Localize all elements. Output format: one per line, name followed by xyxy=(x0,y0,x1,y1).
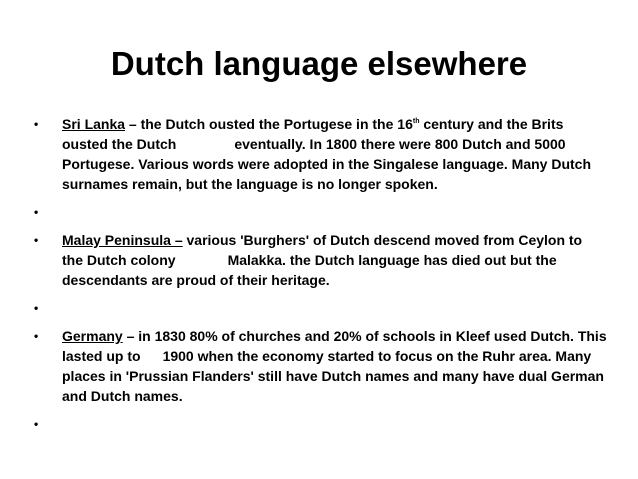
text-segment: ousted the Dutch xyxy=(62,136,177,152)
text-segment: century and the Brits xyxy=(419,116,564,132)
text-segment: – in 1830 80% of churches and 20% of schools in Kleef used Dutch. This xyxy=(122,328,607,344)
text-segment: descendants are proud of their heritage. xyxy=(62,272,330,288)
text-segment: places in 'Prussian Flanders' still have Dutch names and many have dual German xyxy=(62,368,604,384)
bullet-icon: • xyxy=(34,329,39,343)
text-segment: 1900 when the economy started to focus on the Ruhr area. Many xyxy=(162,348,592,364)
bullet-item-germany xyxy=(34,326,614,406)
text-segment: eventually. In 1800 there were 800 Dutch and 5000 xyxy=(234,136,566,152)
bullet-item-malay-peninsula xyxy=(34,230,614,290)
superscript: th xyxy=(412,118,420,125)
text-segment: Portugese. Various words were adopted in the Singalese language. Many Dutch xyxy=(62,156,592,172)
text-segment: lasted up to xyxy=(62,348,141,364)
bullet-text xyxy=(62,114,614,194)
bullet-item-empty xyxy=(34,414,614,434)
bullet-icon: • xyxy=(34,301,39,315)
bullet-text xyxy=(62,326,614,406)
text-segment: various 'Burghers' of Dutch descend moved from Ceylon to xyxy=(182,232,583,248)
bullet-icon: • xyxy=(34,117,39,131)
text-segment: – the Dutch ousted the Portugese in the 16 xyxy=(125,116,413,132)
text-segment: Malakka. the Dutch language has died out but the xyxy=(227,252,557,268)
slide-title: Dutch language elsewhere xyxy=(110,45,528,82)
bullet-icon: • xyxy=(34,233,39,247)
bullet-item-sri-lanka xyxy=(34,114,614,194)
heading-sri-lanka: Sri Lanka xyxy=(62,116,126,132)
bullet-icon: • xyxy=(34,205,39,219)
bullet-item-empty xyxy=(34,202,614,222)
bullet-text xyxy=(62,230,614,290)
bullet-list xyxy=(34,114,614,442)
text-segment: surnames remain, but the language is no longer spoken. xyxy=(62,176,438,192)
text-segment: the Dutch colony xyxy=(62,252,176,268)
heading-malay-peninsula: Malay Peninsula – xyxy=(62,232,183,248)
bullet-icon: • xyxy=(34,417,39,431)
heading-germany: Germany xyxy=(62,328,123,344)
text-segment: and Dutch names. xyxy=(62,388,183,404)
bullet-item-empty xyxy=(34,298,614,318)
